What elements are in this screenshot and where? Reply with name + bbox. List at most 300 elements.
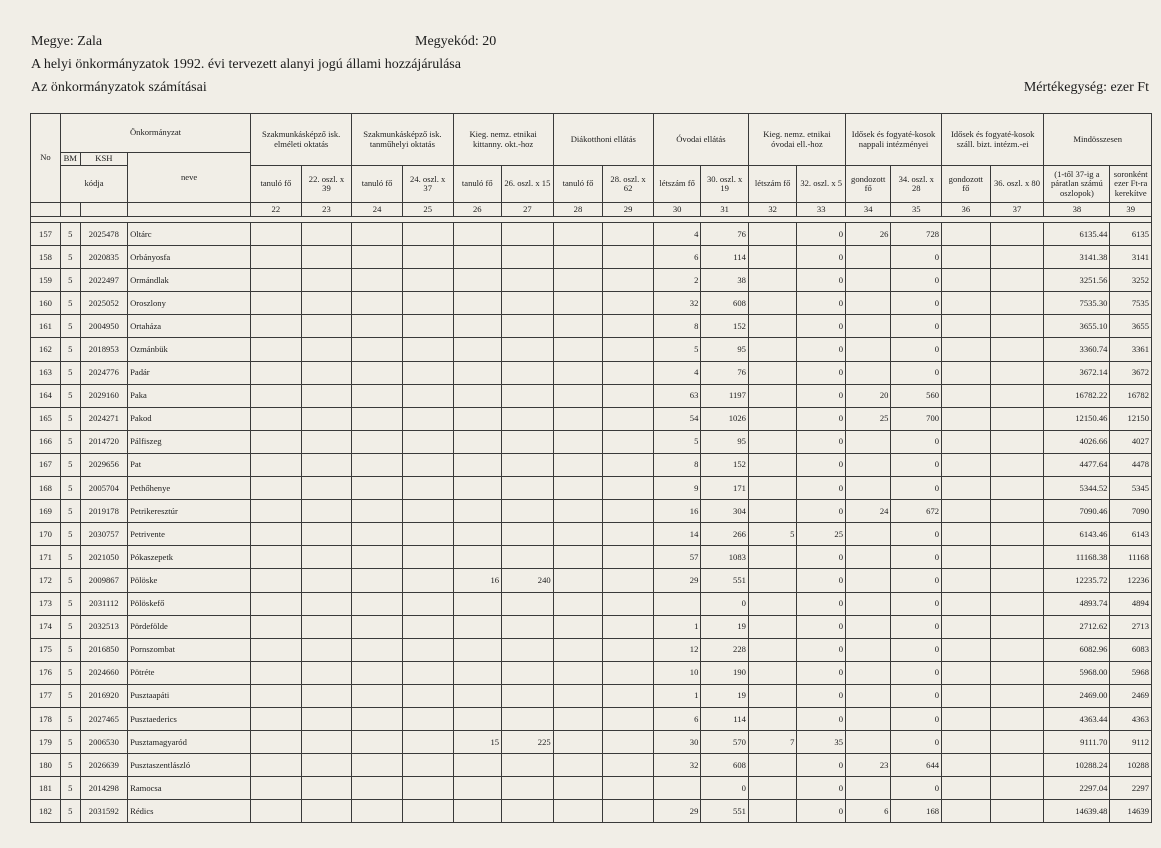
cell-c27 bbox=[502, 430, 554, 453]
cell-empty bbox=[301, 269, 352, 292]
cell-empty bbox=[251, 407, 302, 430]
cell-empty bbox=[942, 592, 991, 615]
cell-bm: 5 bbox=[60, 453, 80, 476]
table-row bbox=[31, 592, 1152, 615]
cell-c34 bbox=[846, 777, 891, 800]
cell-empty bbox=[990, 615, 1044, 638]
cell-empty bbox=[251, 384, 302, 407]
cell-c26 bbox=[453, 315, 502, 338]
cell-c32 bbox=[748, 684, 797, 707]
cell-c32 bbox=[748, 269, 797, 292]
cell-c27 bbox=[502, 638, 554, 661]
cell-empty bbox=[942, 269, 991, 292]
cell-c34 bbox=[846, 269, 891, 292]
cell-empty bbox=[603, 223, 654, 246]
cell-empty bbox=[352, 661, 403, 684]
cell-bm: 5 bbox=[60, 477, 80, 500]
cell-empty bbox=[990, 592, 1044, 615]
cell-c35: 0 bbox=[891, 361, 942, 384]
cell-no: 182 bbox=[31, 800, 61, 823]
cell-empty bbox=[553, 223, 603, 246]
col-number: 32 bbox=[748, 203, 797, 217]
cell-c26 bbox=[453, 800, 502, 823]
cell-c27: 240 bbox=[502, 569, 554, 592]
cell-c39: 16782 bbox=[1110, 384, 1152, 407]
cell-c30: 6 bbox=[653, 246, 701, 269]
table-row bbox=[31, 223, 1152, 246]
cell-ksh: 2014720 bbox=[80, 430, 128, 453]
cell-name: Oroszlony bbox=[128, 292, 251, 315]
cell-c38: 4363.44 bbox=[1044, 707, 1110, 730]
cell-c33: 0 bbox=[797, 615, 846, 638]
cell-c31: 19 bbox=[701, 684, 749, 707]
cell-c31: 76 bbox=[701, 361, 749, 384]
cell-c39: 4027 bbox=[1110, 430, 1152, 453]
cell-c33: 0 bbox=[797, 592, 846, 615]
cell-c27 bbox=[502, 615, 554, 638]
cell-empty bbox=[942, 661, 991, 684]
cell-c30: 1 bbox=[653, 615, 701, 638]
cell-c39: 9112 bbox=[1110, 731, 1152, 754]
cell-c31: 114 bbox=[701, 707, 749, 730]
cell-c26 bbox=[453, 754, 502, 777]
cell-c26 bbox=[453, 407, 502, 430]
cell-c31: 304 bbox=[701, 500, 749, 523]
cell-no: 175 bbox=[31, 638, 61, 661]
cell-no: 172 bbox=[31, 569, 61, 592]
cell-bm: 5 bbox=[60, 407, 80, 430]
cell-c38: 4026.66 bbox=[1044, 430, 1110, 453]
cell-c27 bbox=[502, 707, 554, 730]
cell-empty bbox=[942, 569, 991, 592]
cell-name: Pusztaapáti bbox=[128, 684, 251, 707]
cell-empty bbox=[251, 638, 302, 661]
cell-empty bbox=[301, 754, 352, 777]
cell-c38: 3655.10 bbox=[1044, 315, 1110, 338]
cell-ksh: 2018953 bbox=[80, 338, 128, 361]
cell-empty bbox=[990, 684, 1044, 707]
cell-bm: 5 bbox=[60, 754, 80, 777]
cell-empty bbox=[553, 638, 603, 661]
cell-c31: 551 bbox=[701, 569, 749, 592]
sub-header: 28. oszl. x 62 bbox=[603, 166, 654, 203]
cell-empty bbox=[251, 477, 302, 500]
col-no: No bbox=[31, 114, 61, 203]
cell-c27 bbox=[502, 223, 554, 246]
cell-empty bbox=[301, 592, 352, 615]
cell-name: Pálfiszeg bbox=[128, 430, 251, 453]
cell-c38: 3141.38 bbox=[1044, 246, 1110, 269]
cell-empty bbox=[942, 754, 991, 777]
cell-empty bbox=[402, 615, 453, 638]
cell-c35: 0 bbox=[891, 684, 942, 707]
table-row bbox=[31, 384, 1152, 407]
cell-c34 bbox=[846, 523, 891, 546]
cell-empty bbox=[301, 223, 352, 246]
cell-c32 bbox=[748, 407, 797, 430]
cell-bm: 5 bbox=[60, 384, 80, 407]
cell-empty bbox=[402, 638, 453, 661]
cell-empty bbox=[553, 500, 603, 523]
col-number: 30 bbox=[653, 203, 701, 217]
cell-empty bbox=[942, 292, 991, 315]
sub-header: 32. oszl. x 5 bbox=[797, 166, 846, 203]
cell-c31: 1083 bbox=[701, 546, 749, 569]
cell-c32 bbox=[748, 477, 797, 500]
cell-c30: 10 bbox=[653, 661, 701, 684]
cell-c32 bbox=[748, 453, 797, 476]
sub-header: 30. oszl. x 19 bbox=[701, 166, 749, 203]
cell-empty bbox=[352, 638, 403, 661]
sub-header: 34. oszl. x 28 bbox=[891, 166, 942, 203]
cell-c30: 32 bbox=[653, 754, 701, 777]
table-row bbox=[31, 430, 1152, 453]
cell-c27 bbox=[502, 592, 554, 615]
cell-bm: 5 bbox=[60, 777, 80, 800]
cell-empty bbox=[990, 430, 1044, 453]
cell-empty bbox=[402, 777, 453, 800]
cell-empty bbox=[990, 361, 1044, 384]
cell-c27 bbox=[502, 361, 554, 384]
cell-c31: 152 bbox=[701, 453, 749, 476]
table-row bbox=[31, 246, 1152, 269]
cell-empty bbox=[352, 592, 403, 615]
cell-c35: 0 bbox=[891, 477, 942, 500]
cell-c27 bbox=[502, 684, 554, 707]
cell-c39: 3141 bbox=[1110, 246, 1152, 269]
cell-empty bbox=[251, 546, 302, 569]
cell-empty bbox=[301, 615, 352, 638]
cell-c33: 0 bbox=[797, 453, 846, 476]
cell-c39: 6083 bbox=[1110, 638, 1152, 661]
col-number: 27 bbox=[502, 203, 554, 217]
col-number: 38 bbox=[1044, 203, 1110, 217]
cell-empty bbox=[352, 731, 403, 754]
cell-c31: 608 bbox=[701, 292, 749, 315]
cell-empty bbox=[603, 777, 654, 800]
cell-c35: 0 bbox=[891, 430, 942, 453]
col-number: 29 bbox=[603, 203, 654, 217]
cell-empty bbox=[942, 523, 991, 546]
cell-c39: 6143 bbox=[1110, 523, 1152, 546]
cell-bm: 5 bbox=[60, 315, 80, 338]
cell-c30 bbox=[653, 777, 701, 800]
cell-empty bbox=[402, 407, 453, 430]
cell-c31: 95 bbox=[701, 430, 749, 453]
table-row bbox=[31, 731, 1152, 754]
cell-c32 bbox=[748, 315, 797, 338]
cell-c30: 5 bbox=[653, 430, 701, 453]
cell-no: 162 bbox=[31, 338, 61, 361]
cell-c33: 0 bbox=[797, 407, 846, 430]
sub-header: 26. oszl. x 15 bbox=[502, 166, 554, 203]
cell-c31: 551 bbox=[701, 800, 749, 823]
cell-ksh: 2030757 bbox=[80, 523, 128, 546]
col-number-blank bbox=[80, 203, 128, 217]
cell-c32 bbox=[748, 707, 797, 730]
cell-c26 bbox=[453, 684, 502, 707]
cell-bm: 5 bbox=[60, 684, 80, 707]
cell-empty bbox=[603, 361, 654, 384]
cell-empty bbox=[301, 800, 352, 823]
cell-empty bbox=[301, 361, 352, 384]
cell-empty bbox=[990, 477, 1044, 500]
cell-c33: 0 bbox=[797, 500, 846, 523]
cell-no: 181 bbox=[31, 777, 61, 800]
cell-empty bbox=[402, 338, 453, 361]
cell-c32 bbox=[748, 361, 797, 384]
cell-bm: 5 bbox=[60, 638, 80, 661]
cell-name: Pötréte bbox=[128, 661, 251, 684]
cell-empty bbox=[352, 477, 403, 500]
cell-c32: 7 bbox=[748, 731, 797, 754]
cell-empty bbox=[942, 384, 991, 407]
cell-c35: 672 bbox=[891, 500, 942, 523]
cell-c26 bbox=[453, 246, 502, 269]
cell-name: Ormándlak bbox=[128, 269, 251, 292]
cell-ksh: 2024271 bbox=[80, 407, 128, 430]
cell-empty bbox=[402, 477, 453, 500]
cell-ksh: 2031112 bbox=[80, 592, 128, 615]
cell-ksh: 2009867 bbox=[80, 569, 128, 592]
sub-header: gondozott fő bbox=[846, 166, 891, 203]
col-number: 28 bbox=[553, 203, 603, 217]
cell-name: Oltárc bbox=[128, 223, 251, 246]
cell-c27 bbox=[502, 754, 554, 777]
cell-c38: 5344.52 bbox=[1044, 477, 1110, 500]
cell-empty bbox=[352, 453, 403, 476]
cell-empty bbox=[251, 453, 302, 476]
cell-empty bbox=[603, 684, 654, 707]
cell-empty bbox=[603, 453, 654, 476]
cell-empty bbox=[402, 684, 453, 707]
cell-c31: 152 bbox=[701, 315, 749, 338]
cell-empty bbox=[942, 430, 991, 453]
cell-empty bbox=[402, 754, 453, 777]
cell-c34 bbox=[846, 731, 891, 754]
group-header: Diákotthoni ellátás bbox=[553, 114, 653, 166]
cell-empty bbox=[251, 500, 302, 523]
cell-empty bbox=[603, 569, 654, 592]
cell-ksh: 2006530 bbox=[80, 731, 128, 754]
cell-c30: 8 bbox=[653, 315, 701, 338]
cell-empty bbox=[553, 477, 603, 500]
cell-c33: 0 bbox=[797, 361, 846, 384]
table-row bbox=[31, 707, 1152, 730]
cell-c38: 2712.62 bbox=[1044, 615, 1110, 638]
cell-c27 bbox=[502, 777, 554, 800]
cell-c32 bbox=[748, 246, 797, 269]
cell-name: Padár bbox=[128, 361, 251, 384]
cell-bm: 5 bbox=[60, 430, 80, 453]
cell-empty bbox=[603, 661, 654, 684]
cell-empty bbox=[603, 407, 654, 430]
cell-empty bbox=[942, 615, 991, 638]
cell-c33: 0 bbox=[797, 546, 846, 569]
cell-empty bbox=[603, 477, 654, 500]
col-number: 31 bbox=[701, 203, 749, 217]
cell-empty bbox=[402, 731, 453, 754]
cell-c34 bbox=[846, 477, 891, 500]
table-row bbox=[31, 638, 1152, 661]
cell-c38: 14639.48 bbox=[1044, 800, 1110, 823]
cell-c39: 5968 bbox=[1110, 661, 1152, 684]
cell-empty bbox=[990, 661, 1044, 684]
cell-empty bbox=[251, 800, 302, 823]
cell-c33: 0 bbox=[797, 269, 846, 292]
cell-empty bbox=[603, 523, 654, 546]
cell-empty bbox=[603, 338, 654, 361]
cell-empty bbox=[352, 407, 403, 430]
cell-empty bbox=[553, 430, 603, 453]
cell-empty bbox=[603, 615, 654, 638]
table-row bbox=[31, 754, 1152, 777]
cell-c30: 2 bbox=[653, 269, 701, 292]
cell-c31: 190 bbox=[701, 661, 749, 684]
cell-empty bbox=[301, 707, 352, 730]
cell-c35: 0 bbox=[891, 569, 942, 592]
cell-c26 bbox=[453, 269, 502, 292]
group-header: Mindösszesen bbox=[1044, 114, 1152, 166]
col-number: 36 bbox=[942, 203, 991, 217]
cell-no: 174 bbox=[31, 615, 61, 638]
cell-empty bbox=[402, 453, 453, 476]
cell-c26 bbox=[453, 453, 502, 476]
sub-header: soronként ezer Ft-ra kerekítve bbox=[1110, 166, 1152, 203]
cell-c35: 0 bbox=[891, 338, 942, 361]
col-neve: neve bbox=[128, 153, 251, 203]
cell-c38: 9111.70 bbox=[1044, 731, 1110, 754]
col-number: 39 bbox=[1110, 203, 1152, 217]
cell-no: 168 bbox=[31, 477, 61, 500]
cell-c32 bbox=[748, 800, 797, 823]
cell-ksh: 2016850 bbox=[80, 638, 128, 661]
table-row bbox=[31, 361, 1152, 384]
cell-empty bbox=[942, 731, 991, 754]
cell-name: Ortaháza bbox=[128, 315, 251, 338]
cell-empty bbox=[352, 430, 403, 453]
cell-c26 bbox=[453, 477, 502, 500]
cell-no: 171 bbox=[31, 546, 61, 569]
cell-name: Pusztaederics bbox=[128, 707, 251, 730]
table-row bbox=[31, 477, 1152, 500]
sub-header: létszám fő bbox=[748, 166, 797, 203]
cell-name: Paka bbox=[128, 384, 251, 407]
cell-c34 bbox=[846, 361, 891, 384]
cell-c33: 0 bbox=[797, 430, 846, 453]
cell-empty bbox=[942, 546, 991, 569]
cell-c27 bbox=[502, 523, 554, 546]
cell-c38: 12150.46 bbox=[1044, 407, 1110, 430]
cell-empty bbox=[553, 338, 603, 361]
cell-ksh: 2021050 bbox=[80, 546, 128, 569]
cell-name: Petrikeresztúr bbox=[128, 500, 251, 523]
cell-c31: 1197 bbox=[701, 384, 749, 407]
cell-empty bbox=[553, 800, 603, 823]
cell-c39: 12236 bbox=[1110, 569, 1152, 592]
cell-c30: 5 bbox=[653, 338, 701, 361]
cell-c27 bbox=[502, 292, 554, 315]
table-row bbox=[31, 546, 1152, 569]
cell-c34: 24 bbox=[846, 500, 891, 523]
cell-empty bbox=[990, 384, 1044, 407]
col-number: 26 bbox=[453, 203, 502, 217]
cell-empty bbox=[990, 315, 1044, 338]
cell-ksh: 2025478 bbox=[80, 223, 128, 246]
cell-c26 bbox=[453, 223, 502, 246]
cell-empty bbox=[352, 707, 403, 730]
cell-no: 178 bbox=[31, 707, 61, 730]
cell-c27 bbox=[502, 269, 554, 292]
cell-name: Pusztamagyaród bbox=[128, 731, 251, 754]
cell-empty bbox=[553, 315, 603, 338]
cell-c32 bbox=[748, 384, 797, 407]
cell-empty bbox=[402, 661, 453, 684]
cell-c31: 570 bbox=[701, 731, 749, 754]
cell-c39: 3361 bbox=[1110, 338, 1152, 361]
cell-c39: 2713 bbox=[1110, 615, 1152, 638]
cell-ksh: 2032513 bbox=[80, 615, 128, 638]
col-kodja: kódja bbox=[60, 166, 127, 203]
cell-empty bbox=[251, 777, 302, 800]
cell-empty bbox=[251, 246, 302, 269]
col-onkormanyzat: Önkormányzat bbox=[60, 114, 250, 153]
cell-empty bbox=[402, 569, 453, 592]
cell-empty bbox=[301, 407, 352, 430]
document-title: A helyi önkormányzatok 1992. évi tervezett alanyi jogú állami hozzájárulása bbox=[31, 57, 461, 72]
cell-c26: 16 bbox=[453, 569, 502, 592]
cell-c39: 3655 bbox=[1110, 315, 1152, 338]
cell-empty bbox=[942, 707, 991, 730]
col-number: 23 bbox=[301, 203, 352, 217]
table-row bbox=[31, 453, 1152, 476]
cell-c35: 0 bbox=[891, 777, 942, 800]
cell-empty bbox=[301, 315, 352, 338]
cell-empty bbox=[942, 223, 991, 246]
cell-c38: 7535.30 bbox=[1044, 292, 1110, 315]
cell-c38: 7090.46 bbox=[1044, 500, 1110, 523]
table-row bbox=[31, 569, 1152, 592]
cell-no: 163 bbox=[31, 361, 61, 384]
cell-c38: 2297.04 bbox=[1044, 777, 1110, 800]
cell-c34 bbox=[846, 684, 891, 707]
contribution-table bbox=[30, 113, 1152, 823]
cell-c39: 10288 bbox=[1110, 754, 1152, 777]
cell-empty bbox=[990, 638, 1044, 661]
cell-c27 bbox=[502, 800, 554, 823]
cell-empty bbox=[990, 731, 1044, 754]
cell-c38: 12235.72 bbox=[1044, 569, 1110, 592]
cell-empty bbox=[352, 269, 403, 292]
cell-c26 bbox=[453, 615, 502, 638]
table-row bbox=[31, 407, 1152, 430]
cell-c30: 63 bbox=[653, 384, 701, 407]
cell-empty bbox=[990, 754, 1044, 777]
cell-name: Pókaszepetk bbox=[128, 546, 251, 569]
cell-empty bbox=[553, 661, 603, 684]
cell-empty bbox=[603, 292, 654, 315]
cell-c38: 4893.74 bbox=[1044, 592, 1110, 615]
group-header: Óvodai ellátás bbox=[653, 114, 748, 166]
cell-empty bbox=[603, 546, 654, 569]
cell-empty bbox=[251, 523, 302, 546]
cell-c38: 5968.00 bbox=[1044, 661, 1110, 684]
sub-header: 36. oszl. x 80 bbox=[990, 166, 1044, 203]
cell-c32 bbox=[748, 638, 797, 661]
cell-no: 179 bbox=[31, 731, 61, 754]
cell-c34 bbox=[846, 615, 891, 638]
cell-empty bbox=[402, 430, 453, 453]
